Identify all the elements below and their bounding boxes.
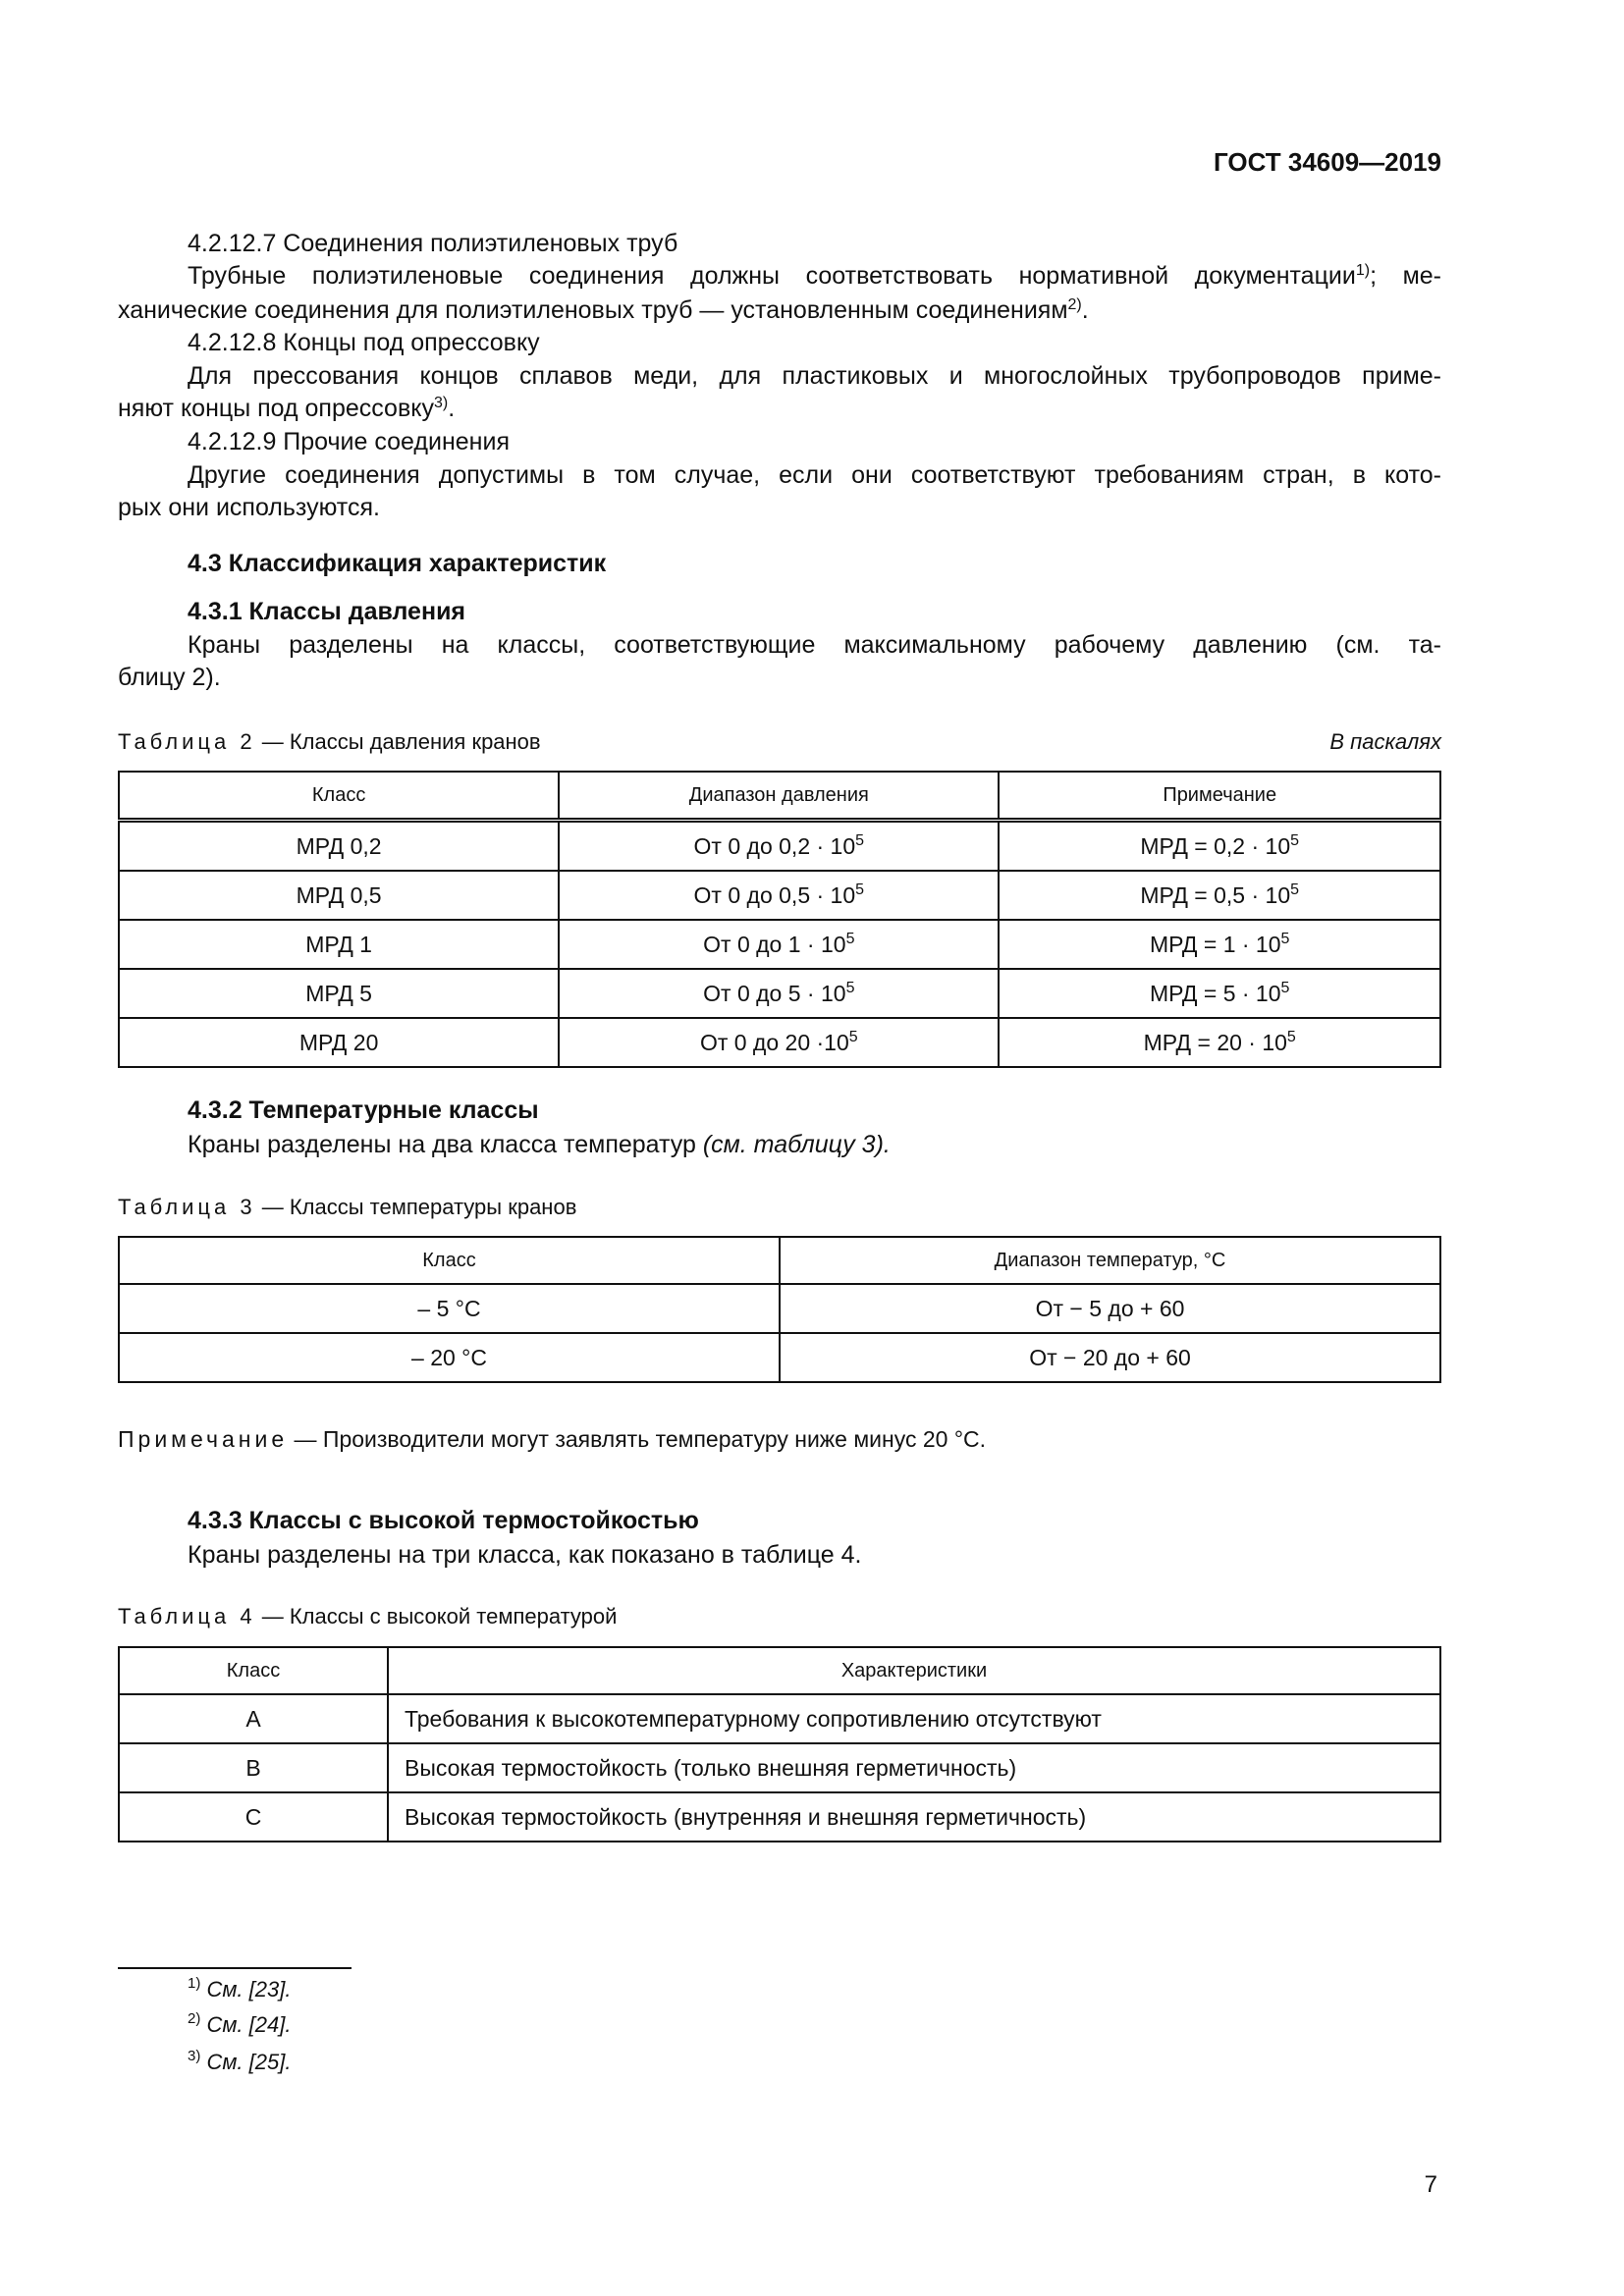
section-4-3-heading: 4.3 Классификация характеристик xyxy=(188,550,607,577)
exponent: 5 xyxy=(1280,930,1290,947)
footnote-text: См. [25]. xyxy=(200,2050,292,2074)
cell-class: – 20 °С xyxy=(119,1333,780,1382)
footnote-text: См. [23]. xyxy=(200,1977,292,2002)
table-row xyxy=(119,1743,1440,1792)
cell-note xyxy=(999,871,1440,920)
table2-unit: В паскалях xyxy=(1329,729,1441,754)
text: МРД = 1 · 10 xyxy=(1149,931,1281,957)
note-text: — Производители могут заявлять температуру ниже минус 20 °С. xyxy=(288,1426,987,1452)
exponent: 5 xyxy=(848,1028,858,1045)
exponent: 5 xyxy=(845,930,855,947)
cell-range xyxy=(559,821,999,872)
caption-text: — Классы температуры кранов xyxy=(255,1195,577,1219)
text: Трубные полиэтиленовые соединения должны соответствовать нормативной документации xyxy=(188,262,1356,290)
clause-4-2-12-8-text: Для прессования концов сплавов меди, для пластиковых и многослойных трубопроводов приме- xyxy=(188,362,1441,390)
clause-4-2-12-8-title: 4.2.12.8 Концы под опрессовку xyxy=(188,329,540,356)
cell-class: МРД 0,5 xyxy=(119,871,559,920)
clause-4-2-12-7-text-cont xyxy=(118,294,1089,327)
cell-class: МРД 1 xyxy=(119,920,559,969)
clause-4-2-12-9-text-cont: рых они используются. xyxy=(118,494,380,521)
table-row xyxy=(119,1018,1440,1067)
footnote xyxy=(188,2048,291,2077)
section-4-3-2-heading: 4.3.2 Температурные классы xyxy=(188,1096,539,1124)
caption-text: — Классы с высокой температурой xyxy=(255,1604,618,1629)
cell-class: A xyxy=(119,1694,388,1743)
cell-class: МРД 0,2 xyxy=(119,821,559,872)
text: Краны разделены на два класса температур xyxy=(188,1131,703,1158)
table-row xyxy=(119,1694,1440,1743)
clause-4-2-12-7-title: 4.2.12.7 Соединения полиэтиленовых труб xyxy=(188,230,678,257)
clause-4-2-12-9-title: 4.2.12.9 Прочие соединения xyxy=(188,428,510,455)
text: От 0 до 5 · 10 xyxy=(703,980,846,1006)
cell-range xyxy=(559,969,999,1018)
section-4-3-2-text xyxy=(188,1128,891,1161)
cell-range: От − 5 до + 60 xyxy=(780,1284,1440,1333)
footnote-divider xyxy=(118,1967,352,1969)
footnote-ref: 2) xyxy=(1067,296,1082,313)
text: МРД = 0,2 · 10 xyxy=(1140,832,1291,859)
section-4-3-1-heading: 4.3.1 Классы давления xyxy=(188,598,466,625)
cell-note xyxy=(999,1018,1440,1067)
cell-note xyxy=(999,821,1440,872)
cell-class: B xyxy=(119,1743,388,1792)
exponent: 5 xyxy=(1290,881,1300,898)
cell-description: Высокая термостойкость (внутренняя и внешняя герметичность) xyxy=(388,1792,1440,1842)
cell-range xyxy=(559,1018,999,1067)
table-reference: (см. таблицу 3). xyxy=(702,1131,891,1158)
table-header-row xyxy=(119,772,1440,821)
cell-note xyxy=(999,920,1440,969)
footnote xyxy=(188,1975,291,2004)
text: От 0 до 20 ·10 xyxy=(699,1029,849,1055)
text: МРД = 20 · 10 xyxy=(1143,1029,1287,1055)
column-header: Характеристики xyxy=(388,1647,1440,1694)
column-header: Класс xyxy=(119,772,559,821)
clause-4-2-12-9-text: Другие соединения допустимы в том случае, если они соответствуют требованиям стран, в кото- xyxy=(188,461,1441,489)
cell-class: МРД 20 xyxy=(119,1018,559,1067)
footnote xyxy=(188,2010,291,2040)
text: МРД = 5 · 10 xyxy=(1149,980,1281,1006)
caption-prefix: Таблица 3 xyxy=(118,1195,256,1219)
cell-note xyxy=(999,969,1440,1018)
text: От 0 до 0,5 · 10 xyxy=(693,881,856,908)
section-4-3-1-text-cont: блицу 2). xyxy=(118,664,221,691)
exponent: 5 xyxy=(845,979,855,996)
section-4-3-1-text: Краны разделены на классы, соответствующие максимальному рабочему давлению (см. та- xyxy=(188,631,1441,659)
table-row xyxy=(119,871,1440,920)
cell-class: МРД 5 xyxy=(119,969,559,1018)
text: . xyxy=(448,395,456,422)
text: няют концы под опрессовку xyxy=(118,395,434,422)
text: . xyxy=(1081,296,1089,324)
column-header: Примечание xyxy=(999,772,1440,821)
high-temperature-classes-table xyxy=(118,1646,1441,1842)
exponent: 5 xyxy=(1280,979,1290,996)
exponent: 5 xyxy=(855,831,865,849)
note-label: Примечание xyxy=(118,1426,289,1452)
table-row xyxy=(119,920,1440,969)
table4-caption xyxy=(118,1602,617,1631)
footnote-mark: 2) xyxy=(188,2010,201,2027)
table-row xyxy=(119,969,1440,1018)
table3-note xyxy=(118,1424,986,1454)
text: ; ме- xyxy=(1370,262,1441,290)
text: От 0 до 1 · 10 xyxy=(703,931,846,957)
section-4-3-3-text: Краны разделены на три класса, как показано в таблице 4. xyxy=(188,1541,862,1569)
table-header-row xyxy=(119,1237,1440,1284)
column-header: Диапазон температур, °С xyxy=(780,1237,1440,1284)
footnote-ref: 3) xyxy=(433,395,449,411)
table-row xyxy=(119,821,1440,872)
exponent: 5 xyxy=(855,881,865,898)
caption-prefix: Таблица 2 xyxy=(118,729,256,754)
cell-description: Высокая термостойкость (только внешняя герметичность) xyxy=(388,1743,1440,1792)
cell-description: Требования к высокотемпературному сопротивлению отсутствуют xyxy=(388,1694,1440,1743)
text: ханические соединения для полиэтиленовых труб — установленным соединениям xyxy=(118,296,1068,324)
column-header: Диапазон давления xyxy=(559,772,999,821)
pressure-classes-table xyxy=(118,771,1441,1068)
footnote-ref: 1) xyxy=(1355,262,1371,279)
page-number: 7 xyxy=(1424,2171,1437,2198)
section-4-3-3-heading: 4.3.3 Классы с высокой термостойкостью xyxy=(188,1507,699,1534)
clause-4-2-12-7-text xyxy=(188,259,1441,293)
exponent: 5 xyxy=(1290,831,1300,849)
table-row xyxy=(119,1284,1440,1333)
caption-text: — Классы давления кранов xyxy=(255,729,541,754)
table-row xyxy=(119,1333,1440,1382)
table3-caption xyxy=(118,1193,576,1222)
cell-range: От − 20 до + 60 xyxy=(780,1333,1440,1382)
column-header: Класс xyxy=(119,1237,780,1284)
clause-4-2-12-8-text-cont xyxy=(118,392,455,425)
caption-prefix: Таблица 4 xyxy=(118,1604,256,1629)
footnote-mark: 3) xyxy=(188,2048,201,2064)
cell-class: – 5 °С xyxy=(119,1284,780,1333)
exponent: 5 xyxy=(1286,1028,1296,1045)
text: МРД = 0,5 · 10 xyxy=(1140,881,1291,908)
cell-range xyxy=(559,871,999,920)
text: От 0 до 0,2 · 10 xyxy=(693,832,856,859)
table-row xyxy=(119,1792,1440,1842)
temperature-classes-table xyxy=(118,1236,1441,1383)
column-header: Класс xyxy=(119,1647,388,1694)
document-header: ГОСТ 34609—2019 xyxy=(1214,147,1441,177)
footnote-mark: 1) xyxy=(188,1975,201,1992)
table-header-row xyxy=(119,1647,1440,1694)
cell-range xyxy=(559,920,999,969)
footnote-text: См. [24]. xyxy=(200,2012,292,2037)
table2-caption xyxy=(118,727,541,757)
cell-class: C xyxy=(119,1792,388,1842)
